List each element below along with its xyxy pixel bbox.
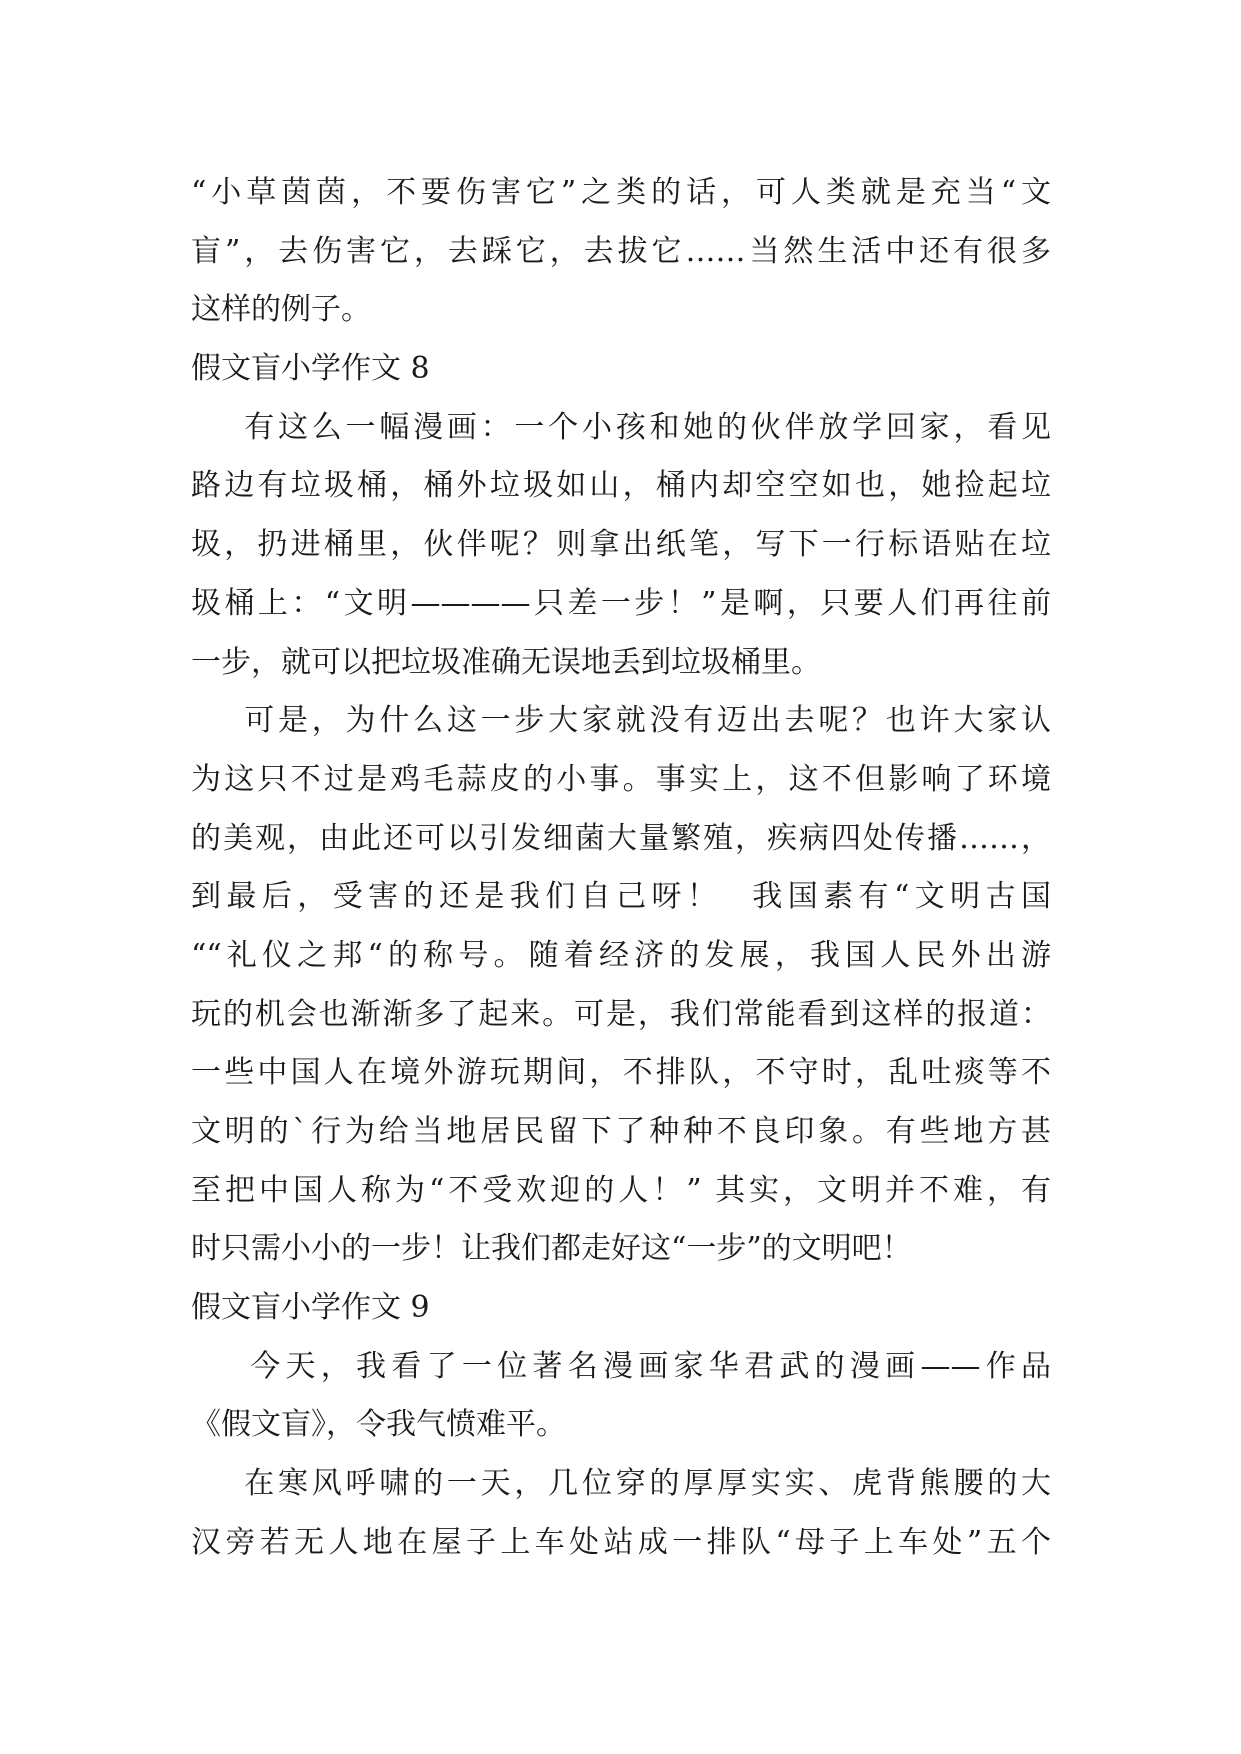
text-line: 一些中国人在境外游玩期间，不排队，不守时，乱吐痰等不 bbox=[191, 1055, 1051, 1091]
text-line: ““礼仪之邦“的称号。随着经济的发展，我国人民外出游 bbox=[191, 937, 1051, 973]
text-line: 在寒风呼啸的一天，几位穿的厚厚实实、虎背熊腰的大 bbox=[191, 1466, 1051, 1502]
text-line: 圾，扔进桶里，伙伴呢？则拿出纸笔，写下一行标语贴在垃 bbox=[191, 527, 1051, 563]
text-line: 至把中国人称为“不受欢迎的人！” 其实，文明并不难，有 bbox=[191, 1172, 1051, 1208]
text-line: 盲”，去伤害它，去踩它，去拔它……当然生活中还有很多 bbox=[191, 233, 1051, 269]
text-line: 为这只不过是鸡毛蒜皮的小事。事实上，这不但影响了环境 bbox=[191, 761, 1051, 797]
text-line: 可是，为什么这一步大家就没有迈出去呢？也许大家认 bbox=[191, 703, 1051, 739]
text-line: 这样的例子。 bbox=[191, 292, 371, 328]
document-body bbox=[191, 164, 1051, 1573]
text-line: 汉旁若无人地在屋子上车处站成一排队“母子上车处”五个 bbox=[191, 1524, 1051, 1560]
text-line: 的美观，由此还可以引发细菌大量繁殖，疾病四处传播……， bbox=[191, 820, 1051, 856]
text-line: 时只需小小的一步！让我们都走好这“一步”的文明吧！ bbox=[191, 1231, 912, 1267]
text-line: 文明的`行为给当地居民留下了种种不良印象。有些地方甚 bbox=[191, 1114, 1051, 1149]
section-heading: 假文盲小学作文 9 bbox=[191, 1290, 430, 1326]
text-line: 一步，就可以把垃圾准确无误地丢到垃圾桶里。 bbox=[191, 644, 821, 680]
text-line: 今天，我看了一位著名漫画家华君武的漫画——作品 bbox=[191, 1348, 1051, 1384]
section-heading: 假文盲小学作文 8 bbox=[191, 351, 430, 387]
text-line: 玩的机会也渐渐多了起来。可是，我们常能看到这样的报道： bbox=[191, 996, 1051, 1032]
text-line: “小草茵茵，不要伤害它”之类的话，可人类就是充当“文 bbox=[191, 175, 1051, 210]
text-line: 圾桶上：“文明————只差一步！”是啊，只要人们再往前 bbox=[191, 585, 1051, 621]
text-line: 路边有垃圾桶，桶外垃圾如山，桶内却空空如也，她捡起垃 bbox=[191, 468, 1051, 504]
text-line: 《假文盲》，令我气愤难平。 bbox=[191, 1407, 566, 1443]
text-line: 到最后，受害的还是我们自己呀！ 我国素有“文明古国 bbox=[191, 879, 1051, 915]
text-line: 有这么一幅漫画：一个小孩和她的伙伴放学回家，看见 bbox=[191, 409, 1051, 445]
